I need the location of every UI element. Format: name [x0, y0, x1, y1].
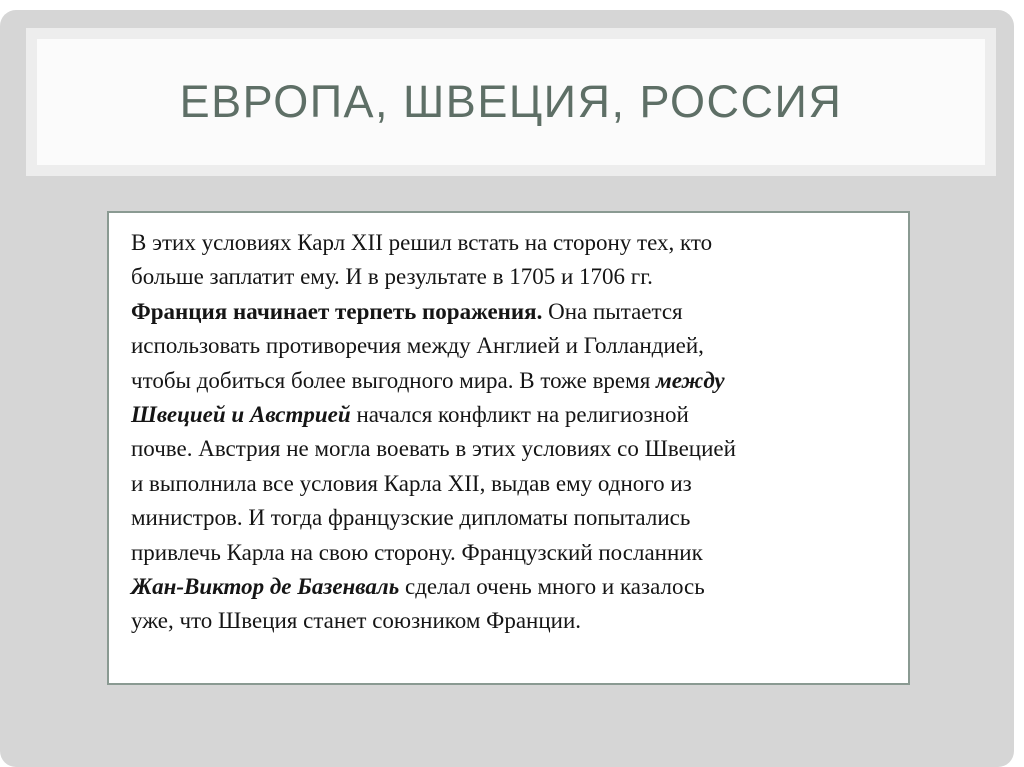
body-line	[131, 432, 891, 466]
emphasis-text: между	[656, 367, 725, 393]
body-text-segment: министров. И тогда французские дипломаты попытались	[131, 505, 691, 531]
body-text-segment: уже, что Швеция станет союзником Франции.	[131, 608, 582, 634]
body-text-segment: начался конфликт на религиозной	[350, 402, 689, 428]
body-text-segment: больше заплатит ему. И в результате в 1705 и 1706 гг.	[131, 264, 653, 290]
body-text	[131, 226, 891, 639]
body-text-segment: чтобы добиться более выгодного мира. В тоже время	[131, 367, 657, 393]
body-line	[131, 329, 891, 363]
body-text-segment: Она пытается	[542, 298, 683, 324]
body-text-segment: и выполнила все условия Карла XII, выдав ему одного из	[131, 470, 692, 496]
body-text-segment: сделал очень много и казалось	[399, 574, 705, 600]
emphasis-text: Швецией и Австрией	[131, 402, 351, 428]
body-line	[131, 467, 891, 501]
body-line	[131, 364, 891, 398]
body-text-segment: привлечь Карла на свою сторону. Французский посланник	[131, 539, 703, 565]
text-box	[107, 211, 910, 685]
body-line	[131, 501, 891, 535]
title-frame	[26, 28, 996, 176]
emphasis-text: Жан-Виктор де Базенваль	[131, 574, 400, 600]
body-line	[131, 536, 891, 570]
body-line	[131, 604, 891, 638]
body-text-segment: использовать противоречия между Англией и Голландией,	[131, 333, 704, 359]
slide-title: ЕВРОПА, ШВЕЦИЯ, РОССИЯ	[179, 76, 843, 127]
body-text-segment: почве. Австрия не могла воевать в этих условиях со Швецией	[131, 436, 736, 462]
body-line	[131, 226, 891, 260]
body-line	[131, 295, 891, 329]
body-text-segment: В этих условиях Карл XII решил встать на сторону тех, кто	[131, 230, 713, 255]
emphasis-text: Франция начинает терпеть поражения.	[131, 298, 543, 324]
body-line	[131, 570, 891, 604]
body-line	[131, 398, 891, 432]
body-line	[131, 260, 891, 294]
